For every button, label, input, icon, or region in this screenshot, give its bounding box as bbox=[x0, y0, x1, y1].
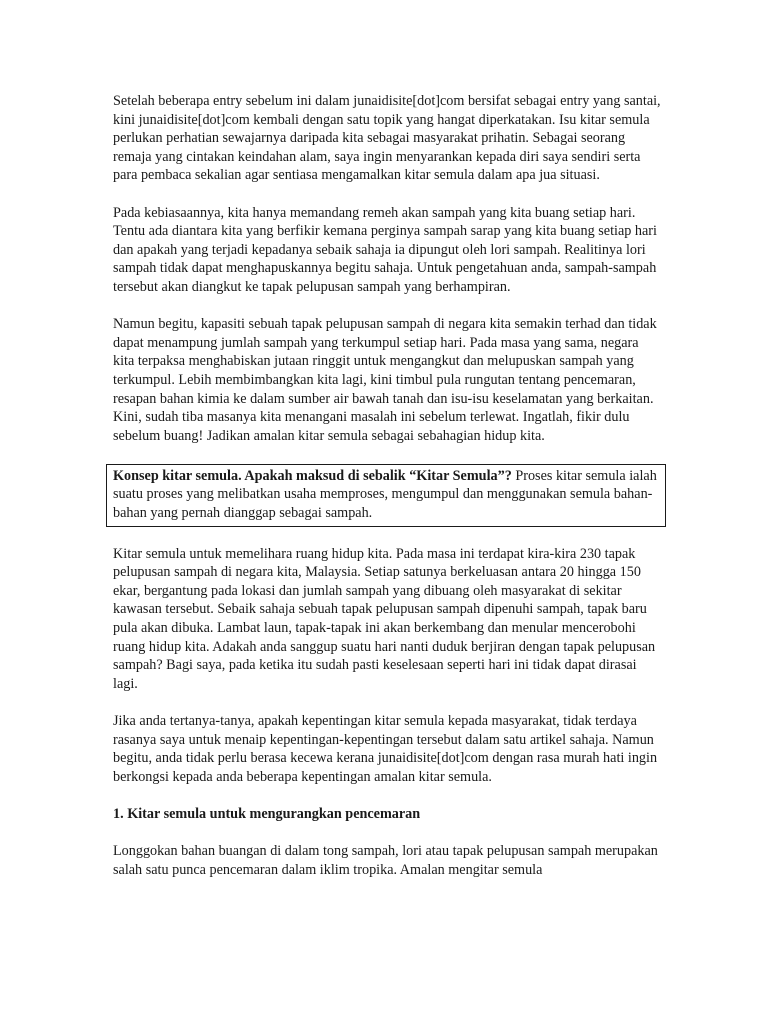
document-page bbox=[113, 92, 661, 898]
paragraph-habits: Pada kebiasaannya, kita hanya memandang remeh akan sampah yang kita buang setiap hari. Tentu ada diantara kita yang berfikir kemana perginya sampah sarap yang kita buang setiap hari dan apakah yang terjadi kepadanya sebaik sahaja ia dipungut oleh lori sampah. Realitinya lori sampah tidak dapat menghapuskannya begitu sahaja. Untuk pengetahuan anda, sampah-sampah tersebut akan diangkut ke tapak pelupusan sampah yang berhampiran. bbox=[113, 204, 657, 295]
concept-box-text: Proses kitar semula ialah suatu proses yang melibatkan usaha memproses, mengumpul dan menggunakan semula bahan-bahan yang pernah dianggap sebagai sampah. bbox=[113, 467, 657, 522]
paragraph-intro: Setelah beberapa entry sebelum ini dalam junaidisite[dot]com bersifat sebagai entry yang santai, kini junaidisite[dot]com kembali dengan satu topik yang hangat diperkatakan. Isu kitar semula perlukan perhatian sewajarnya daripada kita sebagai masyarakat prihatin. Sebagai seorang remaja yang cintakan keindahan alam, saya ingin menyarankan kepada diri saya sendiri serta para pembaca sekalian agar sentiasa mengamalkan kitar semula dalam apa jua situasi. bbox=[113, 93, 661, 184]
paragraph-importance: Jika anda tertanya-tanya, apakah kepentingan kitar semula kepada masyarakat, tidak terdaya rasanya saya untuk menaip kepentingan-kepentingan tersebut dalam satu artikel sahaja. Namun begitu, anda tidak perlu berasa kecewa kerana junaidisite[dot]com dengan rasa murah hati ingin berkongsi kepada anda beberapa kepentingan amalan kitar semula. bbox=[113, 713, 658, 785]
paragraph-living-space: Kitar semula untuk memelihara ruang hidup kita. Pada masa ini terdapat kira-kira 230 tapak pelupusan sampah di negara kita, Malaysia. Setiap satunya berkeluasan antara 20 hingga 150 ekar, bergantung pada lokasi dan jumlah sampah yang dibuang oleh masyarakat di sekitar kawasan tersebut. Sebaik sahaja sebuah tapak pelupusan sampah dipenuhi sampah, tapak baru pula akan dibuka. Lambat laun, tapak-tapak ini akan berkembang dan menular mencerobohi ruang hidup kita. Adakah anda sanggup suatu hari nanti duduk berjiran dengan tapak pelupusan sampah? Bagi saya, pada ketika itu sudah pasti keselesaan seperti hari ini tidak dapat dirasai lagi. bbox=[113, 545, 656, 692]
concept-box-title: Konsep kitar semula. Apakah maksud di sebalik “Kitar Semula”? bbox=[113, 467, 512, 484]
paragraph-pollution: Longgokan bahan buangan di dalam tong sampah, lori atau tapak pelupusan sampah merupakan salah satu punca pencemaran dalam iklim tropika. Amalan mengitar semula bbox=[113, 843, 658, 878]
concept-box bbox=[106, 464, 666, 527]
section-heading-pollution: 1. Kitar semula untuk mengurangkan pencemaran bbox=[113, 805, 421, 822]
paragraph-capacity: Namun begitu, kapasiti sebuah tapak pelupusan sampah di negara kita semakin terhad dan tidak dapat menampung jumlah sampah yang terkumpul setiap hari. Pada masa yang sama, negara kita terpaksa menghabiskan jutaan ringgit untuk mengangkut dan melupuskan sampah yang terkumpul. Lebih membimbangkan kita lagi, kini timbul pula rungutan tentang pencemaran, resapan bahan kimia ke dalam sumber air bawah tanah dan isu-isu keselamatan yang berkaitan. Kini, sudah tiba masanya kita menangani masalah ini sebelum terlewat. Ingatlah, fikir dulu sebelum buang! Jadikan amalan kitar semula sebagai sebahagian hidup kita. bbox=[113, 316, 657, 444]
